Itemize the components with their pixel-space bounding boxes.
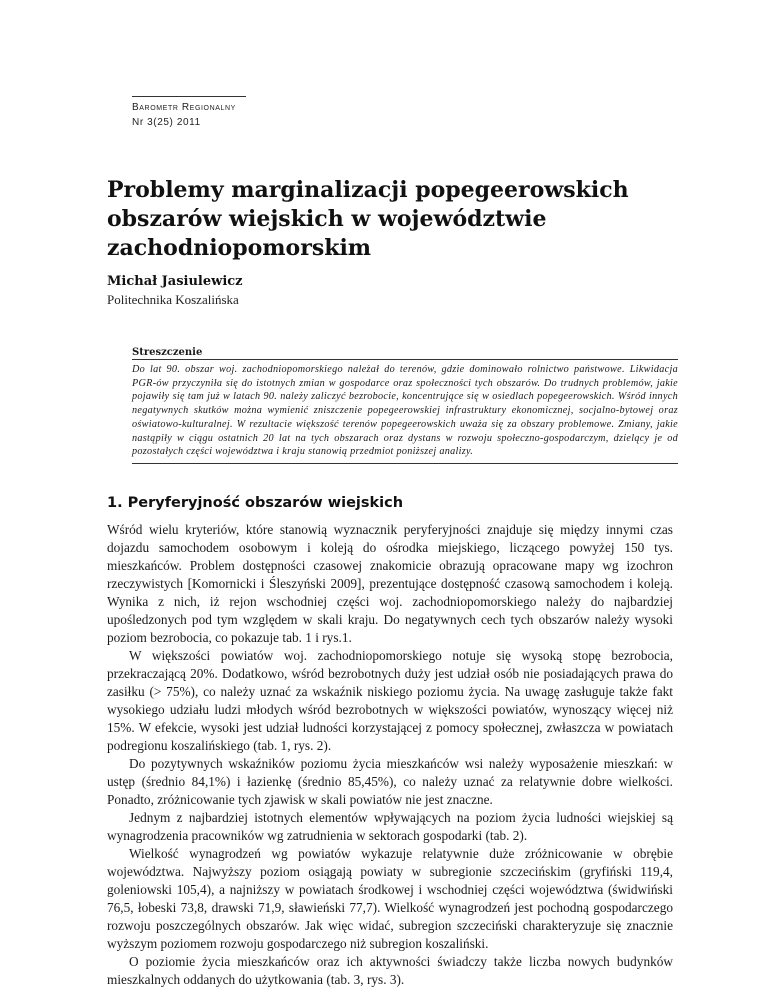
journal-rule xyxy=(132,96,246,97)
body-paragraph: Jednym z najbardziej istotnych elementów wpływających na poziom życia ludności wiejskiej są wynagrodzenia pracowników wg zatrudnienia w sektorach gospodarki (tab. 2). xyxy=(107,810,673,843)
article-affiliation: Politechnika Koszalińska xyxy=(107,292,239,307)
section-body xyxy=(107,521,673,989)
journal-issue: Nr 3(25) 2011 xyxy=(132,117,201,128)
abstract-heading: Streszczenie xyxy=(132,347,678,360)
journal-header xyxy=(132,96,246,130)
abstract-text: Do lat 90. obszar woj. zachodniopomorskiego należał do terenów, gdzie dominowało rolnictwo państwowe. Likwidacja PGR-ów przyczyniła się do istotnych zmian w gospodarce oraz społeczności tych obszarów. Do trudnych problemów, jakie pojawiły się tam już w latach 90. należy zaliczyć bezrobocie, koncentrujące się w osiedlach popegeerowskich. Wśród innych negatywnych skutków można wymienić zniszczenie popegeerowskiej infrastruktury ekonomicznej, socjalno-bytowej oraz oświatowo-kulturalnej. W rezultacie większość terenów popegeerowskich uważa się za obszary problemowe. Zmiany, jakie nastąpiły w ciągu ostatnich 20 lat na tych obszarach oraz dystans w rozwoju społeczno-gospodarczym, dzielący je od pozostałych części województwa i kraju stanowią przedmiot poniższej analizy. xyxy=(132,363,678,464)
article-title: Problemy marginalizacji popegeerowskich obszarów wiejskich w województwie zachodniopomorskim xyxy=(107,177,629,261)
journal-name: Barometr Regionalny xyxy=(132,102,236,113)
body-paragraph: O poziomie życia mieszkańców oraz ich aktywności świadczy także liczba nowych budynków mieszkalnych oddanych do użytkowania (tab. 3, rys. 3). xyxy=(107,954,673,987)
body-paragraph: Wielkość wynagrodzeń wg powiatów wykazuje relatywnie duże zróżnicowanie w obrębie województwa. Najwyższy poziom osiągają powiaty w subregionie szczecińskim (gryfiński 119,4, goleniowski 105,4), a najniższy w powiatach środkowej i wschodniej części województwa (świdwiński 76,5, łobeski 73,8, drawski 71,9, sławieński 77,7). Wielkość wynagrodzeń jest pochodną gospodarczego rozwoju poszczególnych obszarów. Jak więc widać, subregion szczeciński charakteryzuje się znacznie wyższym poziomem rozwoju gospodarczego niż subregion koszaliński. xyxy=(107,846,673,951)
article-author: Michał Jasiulewicz xyxy=(107,274,243,289)
body-paragraph: Wśród wielu kryteriów, które stanowią wyznacznik peryferyjności znajduje się między innymi czas dojazdu samochodem osobowym i koleją do ośrodka miejskiego, liczącego powyżej 150 tys. mieszkańców. Problem dostępności czasowej znakomicie obrazują opracowane mapy wg izochron rzeczywistych [Komornicki i Śleszyński 2009], prezentujące dostępność czasową samochodem i koleją. Wynika z nich, iż rejon wschodniej części woj. zachodniopomorskiego należy do najbardziej upośledzonych pod tym względem w skali kraju. Do negatywnych cech tych obszarów należy wysoki poziom bezrobocia, co pokazuje tab. 1 i rys.1. xyxy=(107,522,673,645)
abstract-box xyxy=(132,347,678,464)
body-paragraph: W większości powiatów woj. zachodniopomorskiego notuje się wysoką stopę bezrobocia, przekraczającą 20%. Dodatkowo, wśród bezrobotnych duży jest udział osób nie posiadających prawa do zasiłku (> 75%), co należy uznać za wskaźnik niskiego poziomu życia. Na uwagę zasługuje także fakt wysokiego udziału ludzi młodych wśród bezrobotnych w większości powiatów, wynoszący więcej niż 15%. W efekcie, wysoki jest udział ludności korzystającej z pomocy społecznej, zwłaszcza w powiatach podregionu koszalińskiego (tab. 1, rys. 2). xyxy=(107,648,673,753)
section-heading: 1. Peryferyjność obszarów wiejskich xyxy=(107,495,404,511)
body-paragraph: Do pozytywnych wskaźników poziomu życia mieszkańców wsi należy wyposażenie mieszkań: w ustęp (średnio 84,1%) i łazienkę (średnio 85,45%), co należy uznać za relatywnie dobre wielkości. Ponadto, zróżnicowanie tych zjawisk w skali powiatów nie jest znaczne. xyxy=(107,756,673,807)
